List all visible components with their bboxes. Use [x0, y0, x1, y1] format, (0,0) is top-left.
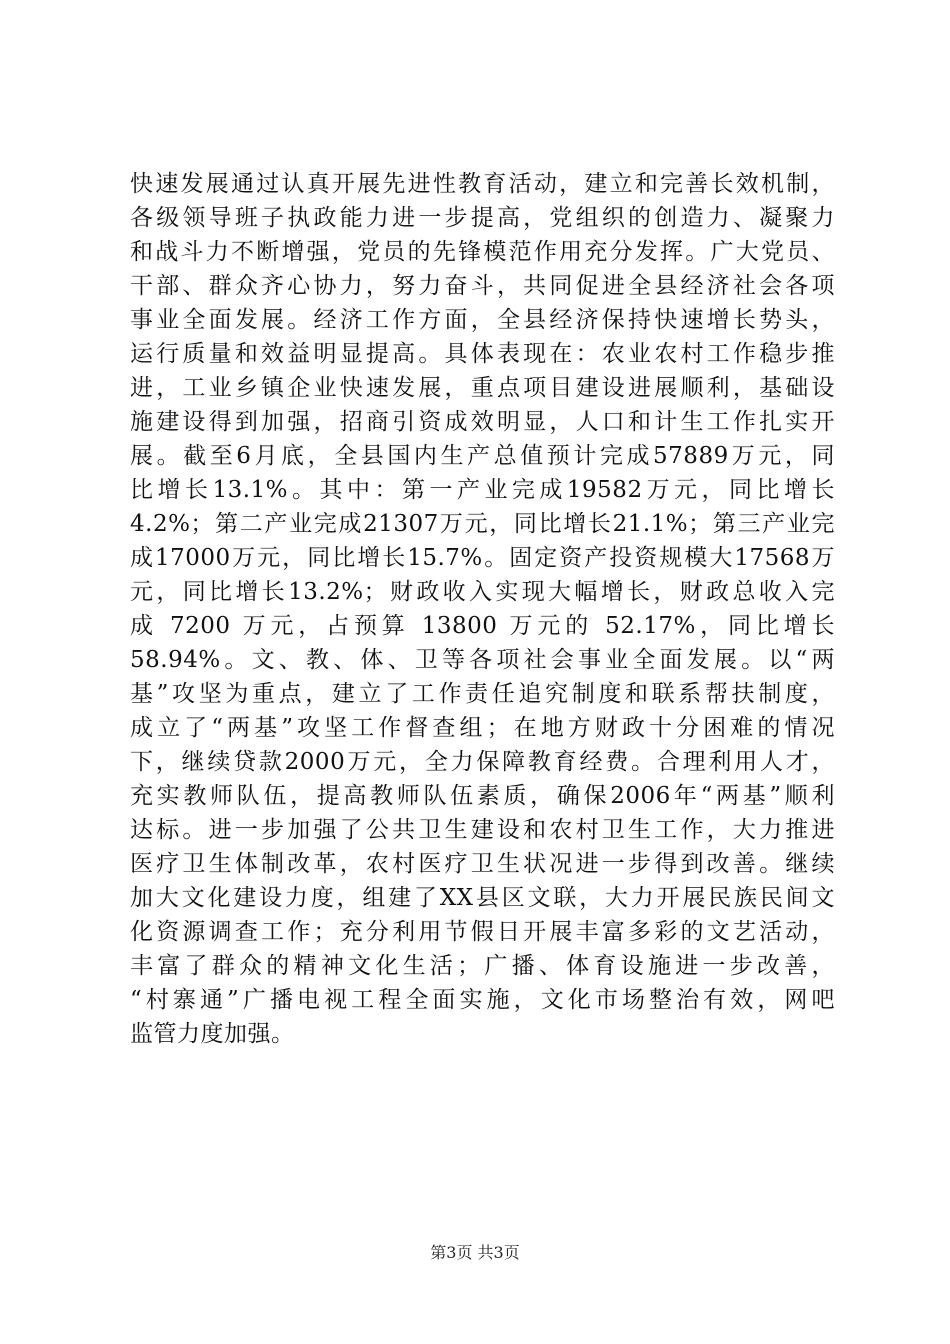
text-line: 展。截至6月底，全县国内生产总值预计完成57889万元，同: [130, 443, 835, 469]
text-line: 进，工业乡镇企业快速发展，重点项目建设进展顺利，基础设: [130, 375, 835, 401]
text-line: 下，继续贷款2000万元，全力保障教育经费。合理利用人才，: [130, 749, 835, 775]
text-line: 事业全面发展。经济工作方面，全县经济保持快速增长势头，: [130, 307, 835, 333]
text-line: 快速发展通过认真开展先进性教育活动，建立和完善长效机制，: [130, 171, 835, 197]
text-line: 丰富了群众的精神文化生活；广播、体育设施进一步改善，: [130, 953, 835, 979]
text-line: 成立了“两基”攻坚工作督查组；在地方财政十分困难的情况: [130, 715, 835, 741]
text-line: 干部、群众齐心协力，努力奋斗，共同促进全县经济社会各项: [130, 273, 835, 299]
text-line: “村寨通”广播电视工程全面实施，文化市场整治有效，网吧: [130, 987, 835, 1013]
text-line: 运行质量和效益明显提高。具体表现在：农业农村工作稳步推: [130, 341, 835, 367]
text-line: 4.2%；第二产业完成21307万元，同比增长21.1%；第三产业完: [130, 511, 835, 537]
text-line: 施建设得到加强，招商引资成效明显，人口和计生工作扎实开: [130, 409, 835, 435]
text-line: 各级领导班子执政能力进一步提高，党组织的创造力、凝聚力: [130, 205, 835, 231]
text-line: 元，同比增长13.2%；财政收入实现大幅增长，财政总收入完: [130, 579, 835, 605]
text-line: 基”攻坚为重点，建立了工作责任追究制度和联系帮扶制度，: [130, 681, 835, 707]
text-line: 58.94%。文、教、体、卫等各项社会事业全面发展。以“两: [130, 647, 835, 673]
text-line: 化资源调查工作；充分利用节假日开展丰富多彩的文艺活动，: [130, 919, 835, 945]
text-line: 医疗卫生体制改革，农村医疗卫生状况进一步得到改善。继续: [130, 851, 835, 877]
text-line: 加大文化建设力度，组建了XX县区文联，大力开展民族民间文: [130, 885, 835, 911]
text-line: 成 7200 万元，占预算 13800 万元的 52.17%，同比增长: [130, 613, 835, 639]
text-line: 和战斗力不断增强，党员的先锋模范作用充分发挥。广大党员、: [130, 239, 835, 265]
text-line: 充实教师队伍，提高教师队伍素质，确保2006年“两基”顺利: [130, 783, 835, 809]
text-line: 达标。进一步加强了公共卫生建设和农村卫生工作，大力推进: [130, 817, 835, 843]
page-footer: 第3页 共3页: [430, 1243, 520, 1262]
text-line: 比增长13.1%。其中：第一产业完成19582万元，同比增长: [130, 477, 835, 503]
body-paragraph: [130, 167, 835, 1051]
text-line: 监管力度加强。: [130, 1021, 295, 1047]
text-line: 成17000万元，同比增长15.7%。固定资产投资规模大17568万: [130, 545, 835, 571]
